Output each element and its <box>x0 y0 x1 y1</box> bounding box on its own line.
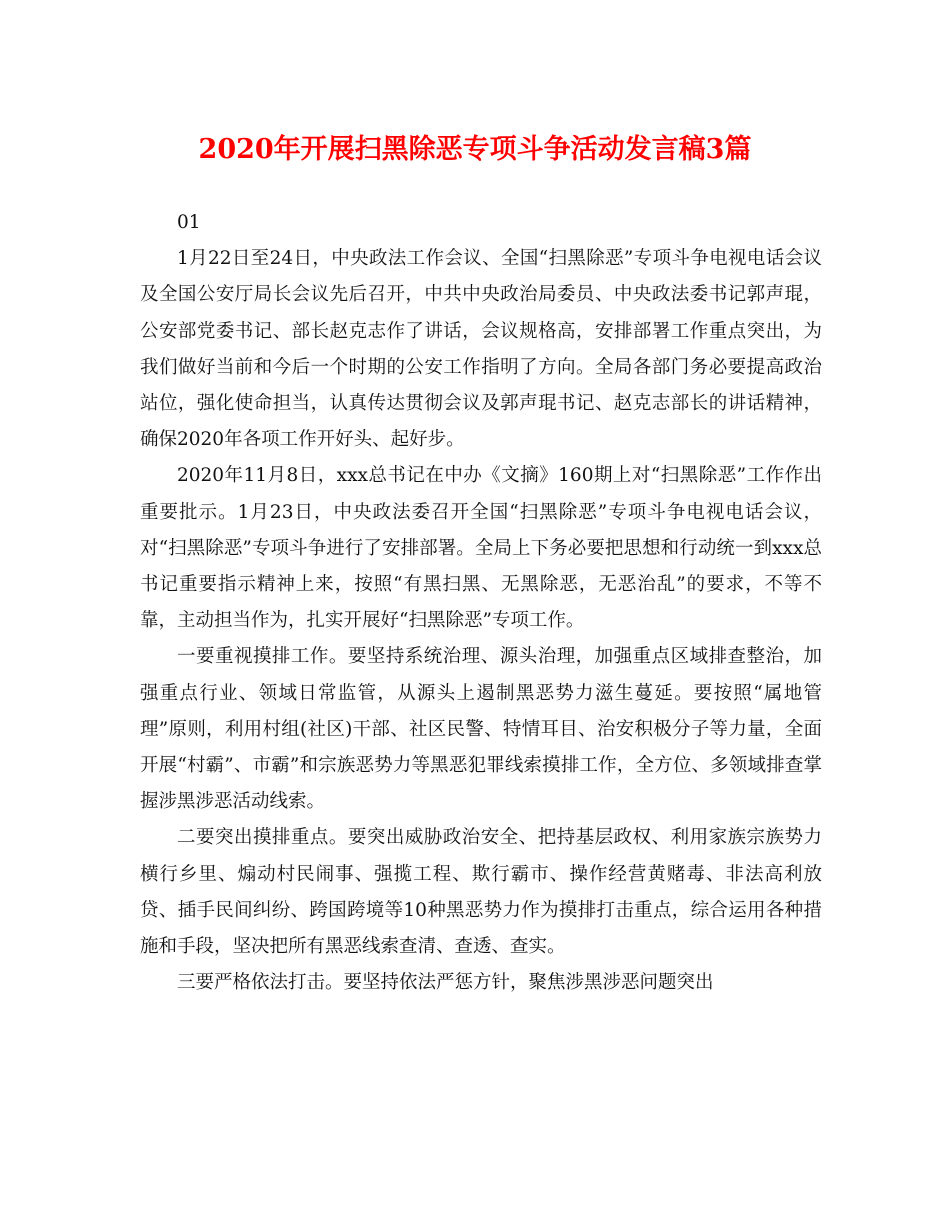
paragraph-2: 2020年11月8日，xxx总书记在中办《文摘》160期上对“扫黑除恶”工作作出重要批示。1月23日，中央政法委召开全国“扫黑除恶”专项斗争电视电话会议，对“扫黑除恶”专项斗争进行了安排部署。全局上下务必要把思想和行动统一到xxx总书记重要指示精神上来，按照“有黑扫黑、无黑除恶，无恶治乱”的要求，不等不靠，主动担当作为，扎实开展好“扫黑除恶”专项工作。 <box>140 465 822 632</box>
document-body <box>140 205 822 1001</box>
paragraph-5: 三要严格依法打击。要坚持依法严惩方针，聚焦涉黑涉恶问题突出 <box>177 972 714 994</box>
paragraph-3: 一要重视摸排工作。要坚持系统治理、源头治理，加强重点区域排查整治，加强重点行业、领域日常监管，从源头上遏制黑恶势力滋生蔓延。要按照“属地管理”原则，利用村组(社区)干部、社区民警、特情耳目、治安积极分子等力量，全面开展“村霸”、市霸”和宗族恶势力等黑恶犯罪线索摸排工作，全方位、多领域排查掌握涉黑涉恶活动线索。 <box>140 646 822 813</box>
section-number: 01 <box>177 212 201 233</box>
paragraph-1: 1月22日至24日，中央政法工作会议、全国“扫黑除恶”专项斗争电视电话会议及全国公安厅局长会议先后召开，中共中央政治局委员、中央政法委书记郭声琨，公安部党委书记、部长赵克志作了讲话，会议规格高，安排部署工作重点突出，为我们做好当前和今后一个时期的公安工作指明了方向。全局各部门务必要提高政治站位，强化使命担当，认真传达贯彻会议及郭声琨书记、赵克志部长的讲话精神，确保2020年各项工作开好头、起好步。 <box>140 248 822 451</box>
document-title: 2020年开展扫黑除恶专项斗争活动发言稿3篇 <box>198 134 752 165</box>
paragraph-4: 二要突出摸排重点。要突出威胁政治安全、把持基层政权、利用家族宗族势力横行乡里、煽动村民闹事、强揽工程、欺行霸市、操作经营黄赌毒、非法高利放贷、插手民间纠纷、跨国跨境等10种黑恶势力作为摸排打击重点，综合运用各种措施和手段，坚决把所有黑恶线索查清、查透、查实。 <box>140 827 822 958</box>
